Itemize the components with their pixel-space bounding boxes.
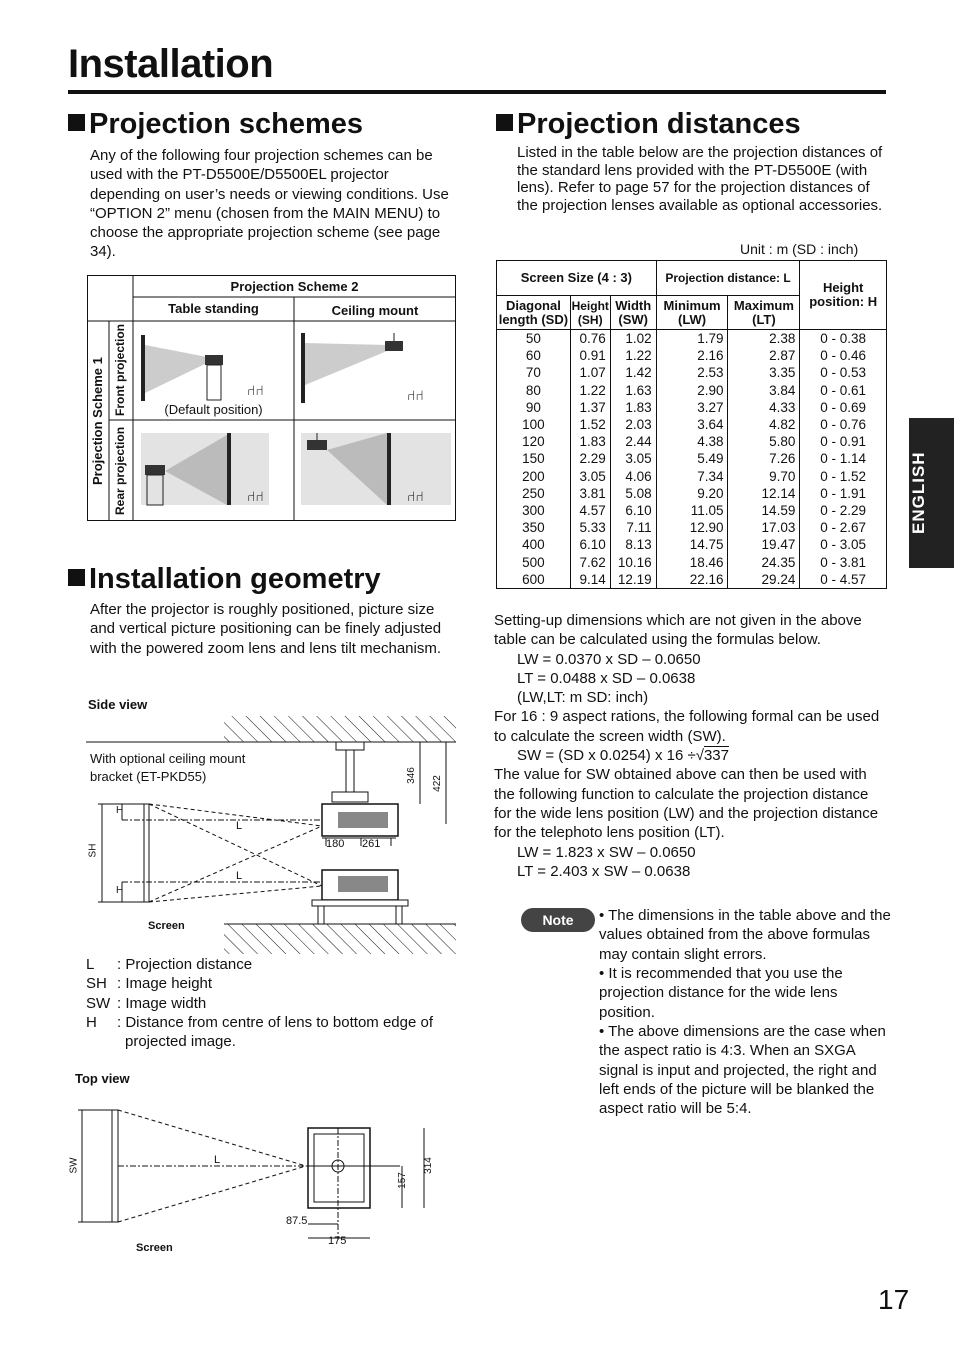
table-cell: 9.14	[570, 571, 610, 589]
header-width-sw: Width (SW)	[610, 296, 656, 330]
table-cell: 2.53	[656, 364, 728, 381]
top-view-label: Top view	[75, 1071, 130, 1086]
dim-h-bottom: H	[116, 885, 124, 896]
top-dim-l: L	[214, 1154, 221, 1166]
rear-projection-label: Rear projection	[113, 426, 127, 515]
formula-lw: LW = 0.0370 x SD – 0.0650	[517, 650, 701, 668]
table-cell: 0 - 3.05	[800, 536, 887, 553]
table-cell: 8.13	[610, 536, 656, 553]
table-cell: 1.22	[570, 382, 610, 399]
table-row	[497, 382, 887, 399]
unit-note: Unit : m (SD : inch)	[740, 241, 859, 257]
table-cell: 5.80	[728, 433, 800, 450]
table-cell: 9.70	[728, 468, 800, 485]
front-ceiling-illustration	[301, 333, 424, 404]
table-row	[497, 416, 887, 433]
scheme2-label: Projection Scheme 2	[230, 279, 359, 294]
geometry-legend	[86, 955, 466, 1051]
svg-text:⑁⑁: ⑁⑁	[407, 489, 424, 505]
table-cell: 0 - 1.91	[800, 485, 887, 502]
side-view-diagram	[86, 712, 458, 957]
table-cell: 12.19	[610, 571, 656, 589]
table-cell: 1.63	[610, 382, 656, 399]
table-cell: 0 - 0.76	[800, 416, 887, 433]
sqrt-icon: √	[695, 747, 704, 765]
svg-text:⑁⑁: ⑁⑁	[247, 383, 264, 399]
table-cell: 2.16	[656, 347, 728, 364]
dim-sw: SW	[68, 1157, 80, 1174]
table-cell: 0 - 0.38	[800, 330, 887, 348]
dim-422: 422	[431, 775, 443, 792]
table-cell: 350	[497, 519, 571, 536]
page-title: Installation	[68, 42, 274, 86]
table-cell: 150	[497, 450, 571, 467]
section-heading-projection-distances: Projection distances	[496, 108, 801, 141]
table-cell: 1.22	[610, 347, 656, 364]
rear-ceiling-illustration	[301, 433, 451, 505]
ceiling-mount-label: Ceiling mount	[331, 303, 419, 318]
square-bullet-icon	[68, 114, 85, 131]
formula-lw-sw: LW = 1.823 x SW – 0.0650	[517, 843, 696, 861]
dim-180: 180	[326, 838, 345, 850]
table-cell: 14.75	[656, 536, 728, 553]
table-standing-label: Table standing	[168, 301, 259, 316]
table-cell: 300	[497, 502, 571, 519]
bracket-note-line2: bracket (ET-PKD55)	[90, 769, 207, 784]
front-table-illustration	[141, 335, 264, 401]
sw-text: The value for SW obtained above can then be used with the following function to calculate the projection distance for the wide lens position (LW) and the projection distance for the telephoto lens position (LT).	[494, 766, 879, 842]
table-cell: 0 - 0.53	[800, 364, 887, 381]
table-cell: 600	[497, 571, 571, 589]
header-diagonal: Diagonal length (SD)	[497, 296, 571, 330]
table-cell: 4.82	[728, 416, 800, 433]
table-row	[497, 347, 887, 364]
table-cell: 24.35	[728, 553, 800, 570]
projection-scheme-grid	[87, 275, 456, 521]
side-view-label: Side view	[88, 697, 148, 712]
formula-units: (LW,LT: m SD: inch)	[517, 689, 649, 707]
table-cell: 6.10	[570, 536, 610, 553]
table-cell: 100	[497, 416, 571, 433]
table-cell: 2.87	[728, 347, 800, 364]
legend-row: SH : Image height	[86, 975, 213, 993]
table-cell: 6.10	[610, 502, 656, 519]
table-cell: 7.34	[656, 468, 728, 485]
dim-157: 157	[396, 1172, 408, 1189]
table-cell: 0 - 2.67	[800, 519, 887, 536]
table-cell: 9.20	[656, 485, 728, 502]
table-cell: 2.90	[656, 382, 728, 399]
scheme1-label: Projection Scheme 1	[90, 357, 105, 485]
table-cell: 4.33	[728, 399, 800, 416]
aspect-text: For 16 : 9 aspect rations, the following formal can be used to calculate the screen width (SW).	[494, 708, 880, 745]
header-maximum: Maximum (LT)	[728, 296, 800, 330]
table-cell: 0 - 1.14	[800, 450, 887, 467]
formula-sw: SW = (SD x 0.0254) x 16 ÷√337	[517, 747, 729, 765]
table-cell: 5.08	[610, 485, 656, 502]
square-bullet-icon	[496, 114, 513, 131]
table-cell: 1.42	[610, 364, 656, 381]
table-cell: 0.91	[570, 347, 610, 364]
geometry-paragraph: After the projector is roughly positioned, picture size and vertical picture positioning can be finely adjusted with the powered zoom lens and lens tilt mechanism.	[90, 601, 442, 657]
table-cell: 17.03	[728, 519, 800, 536]
dim-l-bottom: L	[236, 870, 243, 882]
table-row	[497, 485, 887, 502]
header-height-position: Height position: H	[800, 261, 887, 330]
table-cell: 18.46	[656, 553, 728, 570]
table-cell: 2.29	[570, 450, 610, 467]
table-cell: 1.02	[610, 330, 656, 348]
table-cell: 500	[497, 553, 571, 570]
legend-row: H : Distance from centre of lens to bottom edge of	[86, 1013, 433, 1031]
dim-346: 346	[405, 767, 417, 784]
table-cell: 2.38	[728, 330, 800, 348]
table-cell: 11.05	[656, 502, 728, 519]
table-cell: 5.33	[570, 519, 610, 536]
note-badge: Note	[521, 908, 595, 932]
table-cell: 1.79	[656, 330, 728, 348]
table-cell: 3.05	[610, 450, 656, 467]
table-cell: 0 - 1.52	[800, 468, 887, 485]
dim-h-top: H	[116, 805, 124, 816]
section-heading-projection-schemes: Projection schemes	[68, 108, 363, 141]
table-cell: 22.16	[656, 571, 728, 589]
table-cell: 60	[497, 347, 571, 364]
table-cell: 4.38	[656, 433, 728, 450]
table-row	[497, 450, 887, 467]
table-cell: 12.90	[656, 519, 728, 536]
side-screen-label: Screen	[148, 920, 185, 932]
table-cell: 3.05	[570, 468, 610, 485]
header-screen-size: Screen Size (4 : 3)	[497, 261, 657, 296]
table-cell: 0 - 2.29	[800, 502, 887, 519]
distances-paragraph: Listed in the table below are the projection distances of the standard lens provided with the PT-D5500E (with lens). Refer to page 57 for the projection distances of the projection lenses available as optional accessories.	[517, 144, 883, 214]
table-row	[497, 519, 887, 536]
table-cell: 7.26	[728, 450, 800, 467]
table-cell: 7.62	[570, 553, 610, 570]
language-tab-label: ENGLISH	[909, 451, 928, 535]
legend-row: L : Projection distance	[86, 956, 253, 973]
table-cell: 4.06	[610, 468, 656, 485]
note-item: • The above dimensions are the case when the aspect ratio is 4:3. When an SXGA signal is input and projected, the right and left ends of the picture will be blanked the aspect ratio will be 5:4.	[599, 1023, 886, 1118]
table-cell: 200	[497, 468, 571, 485]
header-minimum: Minimum (LW)	[656, 296, 728, 330]
schemes-paragraph: Any of the following four projection schemes can be used with the PT-D5500E/D5500EL projector depending on user’s needs or viewing conditions. Use “OPTION 2” menu (chosen from the MAIN MENU) to choose the appropriate projection scheme (see page 34).	[90, 147, 449, 261]
table-row	[497, 399, 887, 416]
table-cell: 1.37	[570, 399, 610, 416]
title-rule	[68, 90, 886, 94]
section-heading-installation-geometry: Installation geometry	[68, 563, 381, 596]
table-cell: 2.03	[610, 416, 656, 433]
table-row	[497, 502, 887, 519]
table-cell: 14.59	[728, 502, 800, 519]
dim-87-5: 87.5	[286, 1215, 308, 1227]
page-number: 17	[878, 1284, 910, 1315]
table-cell: 120	[497, 433, 571, 450]
formulas-block	[494, 611, 886, 881]
top-screen-label: Screen	[136, 1242, 173, 1254]
dim-l-top: L	[236, 820, 243, 832]
formula-lt: LT = 0.0488 x SD – 0.0638	[517, 669, 696, 687]
table-cell: 3.84	[728, 382, 800, 399]
table-row	[497, 433, 887, 450]
table-cell: 1.07	[570, 364, 610, 381]
table-cell: 50	[497, 330, 571, 348]
table-cell: 3.64	[656, 416, 728, 433]
square-bullet-icon	[68, 569, 85, 586]
table-cell: 0 - 0.61	[800, 382, 887, 399]
svg-text:⑁⑁: ⑁⑁	[407, 388, 424, 404]
table-row	[497, 364, 887, 381]
note-item: • The dimensions in the table above and the values obtained from the above formulas may contain slight errors.	[599, 907, 891, 963]
table-cell: 250	[497, 485, 571, 502]
legend-row: SW : Image width	[86, 994, 207, 1012]
table-row	[497, 468, 887, 485]
note-item: • It is recommended that you use the projection distance for the wide lens position.	[599, 965, 843, 1021]
table-cell: 0 - 0.69	[800, 399, 887, 416]
dim-314: 314	[422, 1157, 434, 1174]
table-cell: 19.47	[728, 536, 800, 553]
front-projection-label: Front projection	[113, 324, 127, 417]
table-cell: 3.27	[656, 399, 728, 416]
table-cell: 90	[497, 399, 571, 416]
table-cell: 0.76	[570, 330, 610, 348]
table-cell: 0 - 0.46	[800, 347, 887, 364]
table-cell: 3.81	[570, 485, 610, 502]
header-projection-distance: Projection distance: L	[656, 261, 800, 296]
table-cell: 80	[497, 382, 571, 399]
language-tab	[909, 418, 954, 568]
svg-text:⑁⑁: ⑁⑁	[247, 489, 264, 505]
rear-table-illustration	[141, 433, 269, 505]
formula-lt-sw: LT = 2.403 x SW – 0.0638	[517, 862, 691, 880]
table-row	[497, 553, 887, 570]
table-row	[497, 330, 887, 348]
header-height-sh: Height (SH)	[570, 296, 610, 330]
table-cell: 3.35	[728, 364, 800, 381]
dim-175: 175	[328, 1235, 347, 1247]
formula-intro: Setting-up dimensions which are not given in the above table can be calculated using the formulas below.	[494, 612, 862, 649]
table-cell: 1.83	[610, 399, 656, 416]
top-view-diagram	[70, 1100, 450, 1250]
legend-continuation: projected image.	[125, 1033, 236, 1051]
table-cell: 0 - 4.57	[800, 571, 887, 589]
table-row	[497, 536, 887, 553]
table-cell: 1.52	[570, 416, 610, 433]
table-cell: 29.24	[728, 571, 800, 589]
dim-sh: SH	[87, 843, 99, 858]
table-cell: 0 - 0.91	[800, 433, 887, 450]
table-cell: 4.57	[570, 502, 610, 519]
dim-261: 261	[362, 838, 381, 850]
table-cell: 12.14	[728, 485, 800, 502]
default-position-label: (Default position)	[164, 402, 263, 417]
bracket-note-line1: With optional ceiling mount	[90, 751, 246, 766]
table-cell: 5.49	[656, 450, 728, 467]
table-cell: 2.44	[610, 433, 656, 450]
table-cell: 10.16	[610, 553, 656, 570]
table-cell: 400	[497, 536, 571, 553]
projection-distance-table	[496, 260, 887, 589]
table-cell: 1.83	[570, 433, 610, 450]
table-cell: 70	[497, 364, 571, 381]
table-cell: 7.11	[610, 519, 656, 536]
table-row	[497, 571, 887, 589]
table-cell: 0 - 3.81	[800, 553, 887, 570]
